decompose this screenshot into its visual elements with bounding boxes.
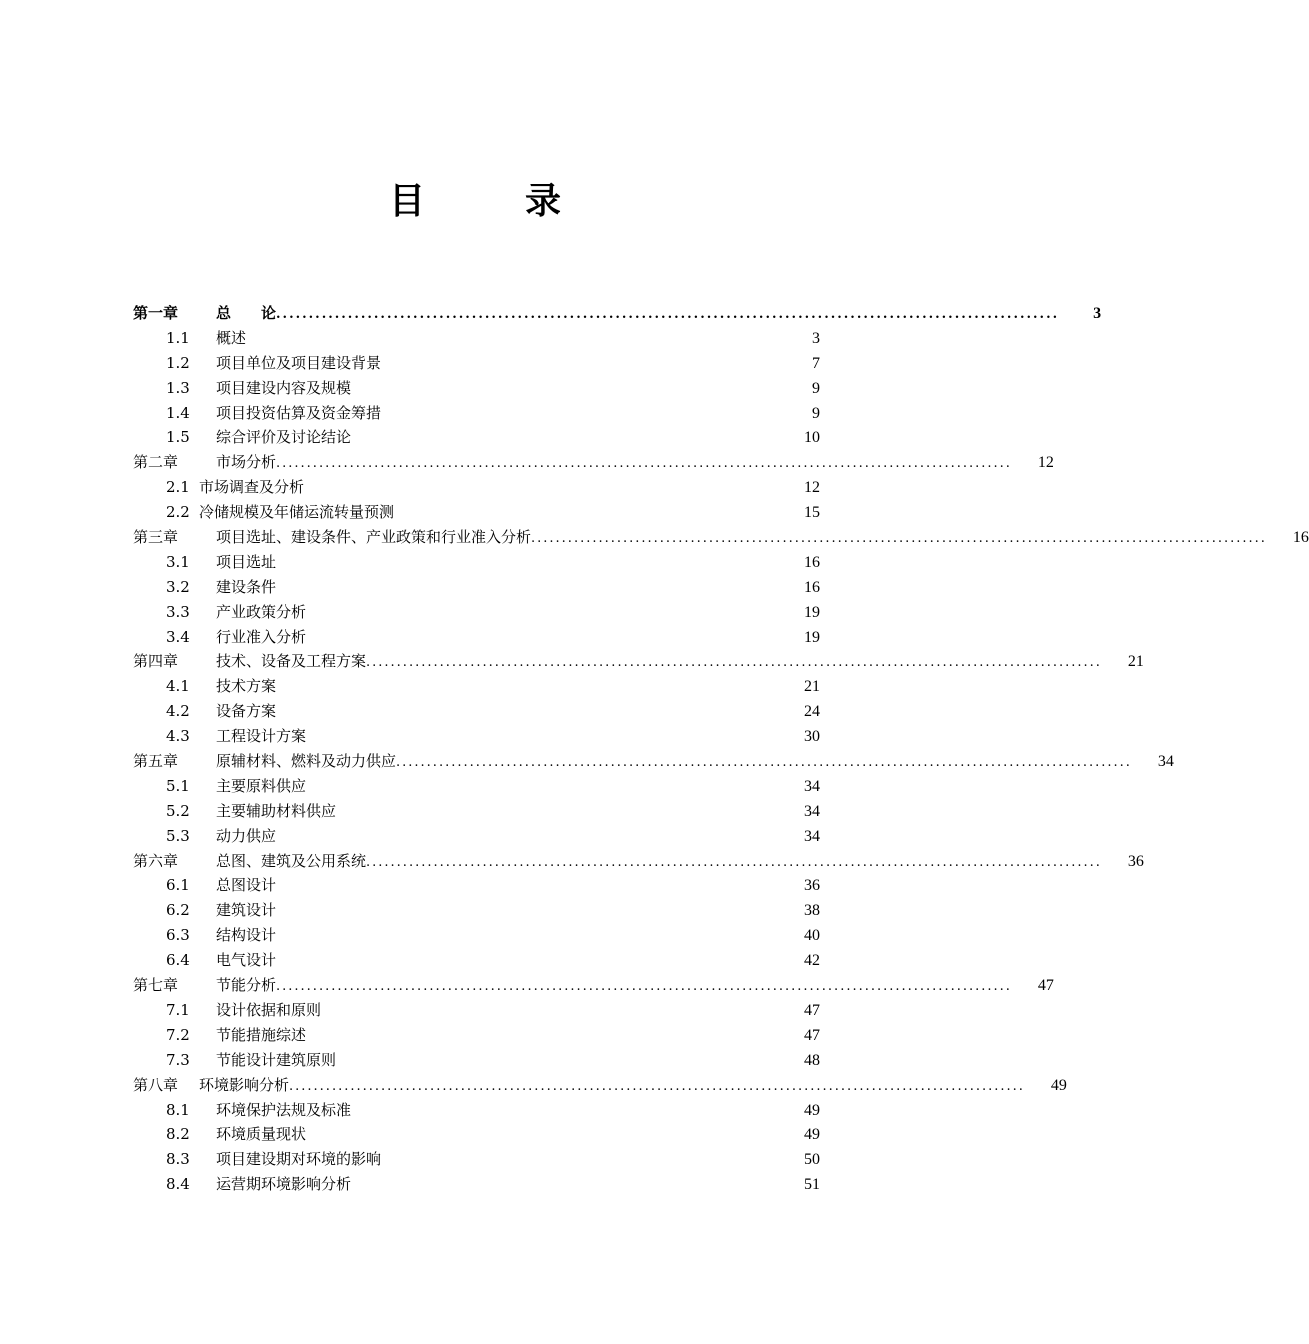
toc-section-row[interactable]: [133, 1122, 820, 1147]
toc-entry-number: 4.1: [166, 677, 190, 696]
toc-entry-label: 建设条件: [216, 577, 277, 596]
toc-entry-number: 4.3: [166, 727, 190, 746]
toc-entry-number: 2.1: [166, 478, 190, 497]
toc-entry-number: 第三章: [133, 528, 179, 547]
toc-entry-label: 节能措施综述: [216, 1025, 307, 1044]
toc-entry-label: 市场分析: [216, 453, 277, 472]
toc-section-row[interactable]: [133, 774, 820, 799]
toc-section-row[interactable]: [133, 625, 820, 650]
toc-dot-leader: ........................................................................................................................: [396, 755, 1132, 771]
toc-page-number: 3: [1093, 305, 1102, 322]
toc-section-row[interactable]: [133, 699, 820, 724]
toc-entry-number: 1.4: [166, 403, 190, 422]
toc-entry-number: 第一章: [133, 304, 179, 322]
toc-entry-number: 第七章: [133, 976, 179, 995]
toc-entry-number: 1.1: [166, 328, 190, 347]
toc-entry-number: 6.4: [166, 951, 190, 970]
toc-page-number: 49: [804, 1101, 820, 1119]
toc-section-row[interactable]: [133, 1023, 820, 1048]
toc-entry-number: 1.3: [166, 378, 190, 397]
toc-entry-label: 运营期环境影响分析: [216, 1175, 352, 1194]
toc-section-row[interactable]: [133, 799, 820, 824]
toc-entry-label: 总图、建筑及公用系统: [216, 851, 367, 870]
toc-section-row[interactable]: [133, 824, 820, 849]
toc-entry-label: 技术、设备及工程方案: [216, 652, 367, 671]
toc-entry-label: 总 论: [216, 304, 277, 322]
toc-page-number: 51: [804, 1176, 820, 1194]
toc-chapter-row[interactable]: [133, 450, 1054, 475]
toc-section-row[interactable]: [133, 1098, 820, 1123]
toc-entry-number: 第四章: [133, 652, 179, 671]
toc-entry-label: 环境保护法规及标准: [216, 1100, 352, 1119]
toc-page-number: 16: [1292, 529, 1309, 547]
toc-section-row[interactable]: [133, 1172, 820, 1197]
toc-section-row[interactable]: [133, 500, 820, 525]
toc-entry-label: 设计依据和原则: [216, 1000, 322, 1019]
toc-entry-label: 动力供应: [216, 826, 277, 845]
toc-page-number: 47: [804, 1001, 820, 1019]
toc-section-row[interactable]: [133, 898, 820, 923]
toc-page-number: 12: [1037, 454, 1054, 472]
toc-dot-leader: ........................................................................................................................: [366, 655, 1102, 671]
toc-dot-leader: ........................................................................................................................: [276, 979, 1012, 995]
toc-page-number: 42: [804, 952, 820, 970]
toc-section-row[interactable]: [133, 425, 820, 450]
toc-page-number: 24: [804, 703, 820, 721]
toc-section-row[interactable]: [133, 1048, 820, 1073]
toc-page-number: 21: [804, 678, 820, 696]
toc-entry-label: 工程设计方案: [216, 727, 307, 746]
toc-page-number: 7: [812, 354, 820, 372]
toc-section-row[interactable]: [133, 351, 820, 376]
toc-page-number: 47: [804, 1026, 820, 1044]
toc-page-number: 16: [804, 553, 820, 571]
toc-chapter-row[interactable]: [133, 649, 1144, 674]
toc-entry-label: 节能设计建筑原则: [216, 1050, 337, 1069]
toc-page-number: 36: [804, 877, 820, 895]
toc-section-row[interactable]: [133, 600, 820, 625]
toc-entry-number: 第二章: [133, 453, 179, 472]
toc-entry-label: 环境质量现状: [216, 1125, 307, 1144]
toc-section-row[interactable]: [133, 998, 820, 1023]
toc-entry-label: 总图设计: [216, 876, 277, 895]
toc-page-number: 34: [804, 777, 820, 795]
toc-page-number: 40: [804, 927, 820, 945]
toc-entry-label: 概述: [216, 328, 247, 347]
toc-page-number: 19: [804, 628, 820, 646]
toc-entry-label: 产业政策分析: [216, 602, 307, 621]
toc-chapter-row[interactable]: [133, 973, 1054, 998]
toc-page-number: 34: [1157, 753, 1174, 771]
toc-page-number: 9: [812, 379, 820, 397]
toc-entry-number: 3.1: [166, 552, 190, 571]
toc-chapter-row[interactable]: [133, 1073, 1067, 1098]
toc-page-number: 48: [804, 1051, 820, 1069]
toc-page-number: 36: [1127, 852, 1144, 870]
table-of-contents: [133, 301, 1309, 1197]
toc-section-row[interactable]: [133, 923, 820, 948]
toc-page-number: 47: [1037, 977, 1054, 995]
toc-page-number: 49: [1050, 1076, 1067, 1094]
toc-entry-number: 8.2: [166, 1125, 190, 1144]
toc-entry-label: 环境影响分析: [199, 1075, 290, 1094]
toc-entry-label: 建筑设计: [216, 901, 277, 920]
toc-entry-number: 第八章: [133, 1075, 179, 1094]
toc-chapter-row[interactable]: [133, 301, 1102, 326]
toc-entry-number: 8.1: [166, 1100, 190, 1119]
toc-entry-number: 5.1: [166, 776, 190, 795]
toc-entry-label: 项目投资估算及资金筹措: [216, 403, 382, 422]
toc-page-number: 10: [804, 429, 820, 447]
toc-entry-label: 结构设计: [216, 926, 277, 945]
toc-entry-label: 综合评价及讨论结论: [216, 428, 352, 447]
toc-entry-number: 4.2: [166, 702, 190, 721]
toc-entry-number: 1.5: [166, 428, 190, 447]
toc-section-row[interactable]: [133, 401, 820, 426]
toc-section-row[interactable]: [133, 326, 820, 351]
toc-entry-number: 3.2: [166, 577, 190, 596]
toc-page-number: 12: [804, 479, 820, 497]
toc-section-row[interactable]: [133, 724, 820, 749]
toc-entry-number: 2.2: [166, 503, 190, 522]
toc-entry-label: 项目单位及项目建设背景: [216, 353, 382, 372]
toc-entry-label: 项目建设内容及规模: [216, 378, 352, 397]
toc-entry-number: 1.2: [166, 353, 190, 372]
page-title: [0, 178, 950, 226]
toc-entry-label: 行业准入分析: [216, 627, 307, 646]
toc-page-number: 16: [804, 578, 820, 596]
toc-entry-number: 3.4: [166, 627, 190, 646]
toc-page-number: 50: [804, 1151, 820, 1169]
toc-page-number: 30: [804, 728, 820, 746]
toc-entry-number: 7.1: [166, 1000, 190, 1019]
toc-page-number: 38: [804, 902, 820, 920]
toc-entry-label: 主要辅助材料供应: [216, 801, 337, 820]
toc-entry-number: 8.4: [166, 1175, 190, 1194]
toc-chapter-row[interactable]: [133, 525, 1309, 550]
toc-section-row[interactable]: [133, 475, 820, 500]
toc-entry-number: 5.2: [166, 801, 190, 820]
toc-page-number: 34: [804, 802, 820, 820]
toc-entry-label: 冷储规模及年储运流转量预测: [199, 503, 395, 522]
toc-entry-number: 3.3: [166, 602, 190, 621]
toc-chapter-row[interactable]: [133, 749, 1174, 774]
title-char-1: 目: [388, 181, 425, 222]
toc-page-number: 34: [804, 827, 820, 845]
toc-entry-label: 市场调查及分析: [199, 478, 305, 497]
toc-entry-number: 8.3: [166, 1150, 190, 1169]
toc-entry-label: 电气设计: [216, 951, 277, 970]
toc-entry-number: 第五章: [133, 752, 179, 771]
toc-entry-label: 原辅材料、燃料及动力供应: [216, 752, 397, 771]
toc-entry-number: 第六章: [133, 851, 179, 870]
toc-page-number: 9: [812, 404, 820, 422]
toc-entry-number: 5.3: [166, 826, 190, 845]
toc-entry-label: 项目建设期对环境的影响: [216, 1150, 382, 1169]
title-char-2: 录: [525, 181, 562, 222]
toc-entry-label: 项目选址: [216, 552, 277, 571]
toc-entry-label: 设备方案: [216, 702, 277, 721]
toc-section-row[interactable]: [133, 376, 820, 401]
toc-entry-number: 6.3: [166, 926, 190, 945]
toc-dot-leader: ........................................................................................................................: [366, 854, 1102, 870]
toc-page-number: 3: [812, 329, 820, 347]
toc-entry-label: 主要原料供应: [216, 776, 307, 795]
toc-page-number: 21: [1127, 653, 1144, 671]
toc-entry-number: 6.1: [166, 876, 190, 895]
toc-section-row[interactable]: [133, 873, 820, 898]
toc-section-row[interactable]: [133, 550, 820, 575]
toc-page-number: 15: [804, 504, 820, 522]
toc-entry-label: 技术方案: [216, 677, 277, 696]
toc-dot-leader: ........................................................................................................................: [289, 1078, 1025, 1094]
toc-dot-leader: ........................................................................................................................: [276, 456, 1012, 472]
toc-section-row[interactable]: [133, 575, 820, 600]
toc-entry-label: 项目选址、建设条件、产业政策和行业准入分析: [216, 528, 532, 547]
toc-section-row[interactable]: [133, 674, 820, 699]
toc-dot-leader: ........................................................................................................................: [276, 307, 1060, 322]
toc-entry-label: 节能分析: [216, 976, 277, 995]
toc-page-number: 19: [804, 603, 820, 621]
toc-chapter-row[interactable]: [133, 849, 1144, 874]
toc-page-number: 49: [804, 1126, 820, 1144]
toc-dot-leader: ........................................................................................................................: [531, 531, 1267, 547]
toc-section-row[interactable]: [133, 948, 820, 973]
toc-entry-number: 7.2: [166, 1025, 190, 1044]
toc-section-row[interactable]: [133, 1147, 820, 1172]
toc-entry-number: 6.2: [166, 901, 190, 920]
toc-entry-number: 7.3: [166, 1050, 190, 1069]
